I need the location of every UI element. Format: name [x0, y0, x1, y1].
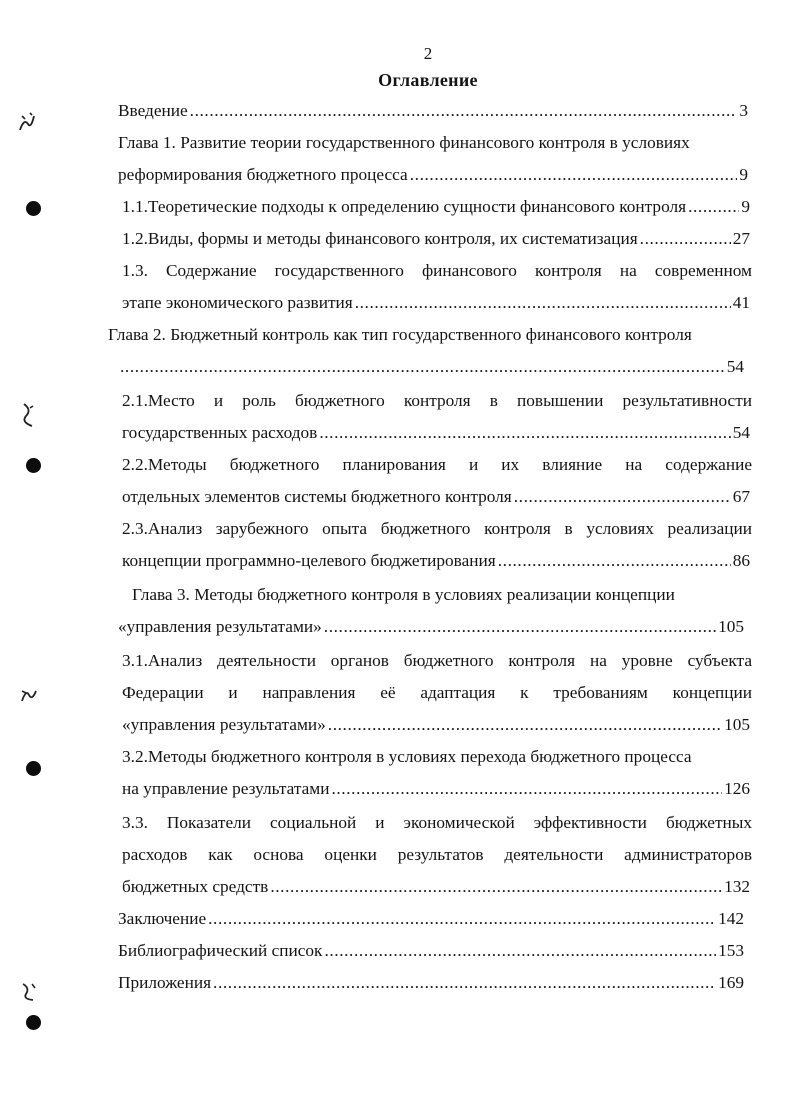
toc-entry-s33[interactable] — [122, 876, 750, 898]
toc-entry-page: 67 — [732, 487, 750, 506]
toc-entry-page: 153 — [718, 941, 744, 960]
leader-dots — [355, 292, 731, 314]
toc-entry-page: 27 — [732, 229, 750, 248]
toc-entry-text: 1.1.Теоретические подходы к определению сущности финансового контроля — [122, 197, 687, 216]
toc-entry-bibliography[interactable] — [118, 940, 744, 962]
leader-dots — [514, 486, 731, 508]
leader-dots — [498, 550, 731, 572]
toc-entry-text: концепции программно-целевого бюджетирования — [122, 551, 496, 570]
handwritten-mark-4 — [18, 980, 40, 1004]
toc-entry-page: 142 — [718, 909, 744, 928]
toc-entry-ch1-line1[interactable]: Глава 1. Развитие теории государственного финансового контроля в условиях — [118, 133, 690, 152]
toc-entry-text: Заключение — [118, 909, 207, 928]
toc-entry-text: этапе экономического развития — [122, 293, 353, 312]
binder-hole-4 — [26, 1015, 41, 1030]
toc-entry-page: 169 — [718, 973, 744, 992]
handwritten-mark-2 — [18, 400, 38, 430]
leader-dots — [120, 356, 725, 378]
leader-dots — [328, 714, 722, 736]
toc-title: Оглавление — [378, 70, 478, 90]
toc-entry-s13-line1[interactable]: 1.3. Содержание государственного финансового контроля на современном — [122, 261, 752, 280]
binder-hole-3 — [26, 761, 41, 776]
leader-dots — [190, 100, 738, 122]
toc-entry-text: государственных расходов — [122, 423, 318, 442]
toc-entry-intro[interactable] — [118, 100, 748, 122]
toc-entry-text: на управление результатами — [122, 779, 330, 798]
toc-entry-page: 105 — [718, 617, 744, 636]
handwritten-mark-1 — [16, 110, 38, 136]
toc-entry-text: отдельных элементов системы бюджетного контроля — [122, 487, 512, 506]
toc-entry-s31-line1[interactable]: 3.1.Анализ деятельности органов бюджетного контроля на уровне субъекта — [122, 651, 752, 670]
binder-hole-2 — [26, 458, 41, 473]
toc-entry-s11[interactable] — [122, 196, 750, 218]
toc-entry-s32-line1[interactable]: 3.2.Методы бюджетного контроля в условиях перехода бюджетного процесса — [122, 747, 692, 766]
leader-dots — [331, 778, 722, 800]
toc-entry-s22[interactable] — [122, 486, 750, 508]
toc-entry-page: 54 — [726, 357, 744, 376]
toc-entry-s31[interactable] — [122, 714, 750, 736]
toc-entry-ch1[interactable] — [118, 164, 748, 186]
toc-entry-s23[interactable] — [122, 550, 750, 572]
toc-entry-text: 1.2.Виды, формы и методы финансового контроля, их систематизация — [122, 229, 638, 248]
toc-entry-page: 126 — [724, 779, 750, 798]
toc-entry-s31-line2[interactable]: Федерации и направления её адаптация к требованиям концепции — [122, 683, 752, 702]
leader-dots — [640, 228, 731, 250]
leader-dots — [324, 940, 716, 962]
leader-dots — [319, 422, 730, 444]
leader-dots — [213, 972, 716, 994]
toc-entry-ch3-line1[interactable]: Глава 3. Методы бюджетного контроля в условиях реализации концепции — [132, 585, 675, 604]
toc-entry-s22-line1[interactable]: 2.2.Методы бюджетного планирования и их влияние на содержание — [122, 455, 752, 474]
toc-entry-s32[interactable] — [122, 778, 750, 800]
leader-dots — [208, 908, 716, 930]
toc-entry-s21[interactable] — [122, 422, 750, 444]
toc-entry-text: «управления результатами» — [118, 617, 322, 636]
toc-entry-s21-line1[interactable]: 2.1.Место и роль бюджетного контроля в повышении результативности — [122, 391, 752, 410]
toc-entry-page: 41 — [732, 293, 750, 312]
toc-entry-text: бюджетных средств — [122, 877, 269, 896]
toc-entry-s13[interactable] — [122, 292, 750, 314]
toc-entry-text: «управления результатами» — [122, 715, 326, 734]
leader-dots — [688, 196, 739, 218]
toc-entry-s33-line2[interactable]: расходов как основа оценки результатов деятельности администраторов — [122, 845, 752, 864]
toc-entry-text: Введение — [118, 101, 188, 120]
toc-entry-ch3[interactable] — [118, 616, 744, 638]
toc-entry-text: Библиографический список — [118, 941, 323, 960]
toc-entry-page: 9 — [741, 197, 750, 216]
toc-entry-page: 9 — [739, 165, 748, 184]
binder-hole-1 — [26, 201, 41, 216]
toc-entry-page: 3 — [739, 101, 748, 120]
toc-entry-s12[interactable] — [122, 228, 750, 250]
toc-entry-s23-line1[interactable]: 2.3.Анализ зарубежного опыта бюджетного контроля в условиях реализации — [122, 519, 752, 538]
toc-entry-page: 54 — [732, 423, 750, 442]
leader-dots — [270, 876, 722, 898]
leader-dots — [324, 616, 716, 638]
toc-entry-ch2-line1[interactable]: Глава 2. Бюджетный контроль как тип государственного финансового контроля — [108, 325, 692, 344]
handwritten-mark-3 — [18, 683, 40, 707]
toc-entry-conclusion[interactable] — [118, 908, 744, 930]
page-number: 2 — [423, 44, 433, 63]
toc-entry-page: 105 — [724, 715, 750, 734]
toc-entry-ch2[interactable] — [118, 356, 744, 378]
leader-dots — [410, 164, 738, 186]
toc-entry-s33-line1[interactable]: 3.3. Показатели социальной и экономической эффективности бюджетных — [122, 813, 752, 832]
toc-entry-appendix[interactable] — [118, 972, 744, 994]
toc-entry-page: 86 — [732, 551, 750, 570]
toc-entry-text: реформирования бюджетного процесса — [118, 165, 408, 184]
toc-entry-page: 132 — [724, 877, 750, 896]
toc-entry-text: Приложения — [118, 973, 212, 992]
